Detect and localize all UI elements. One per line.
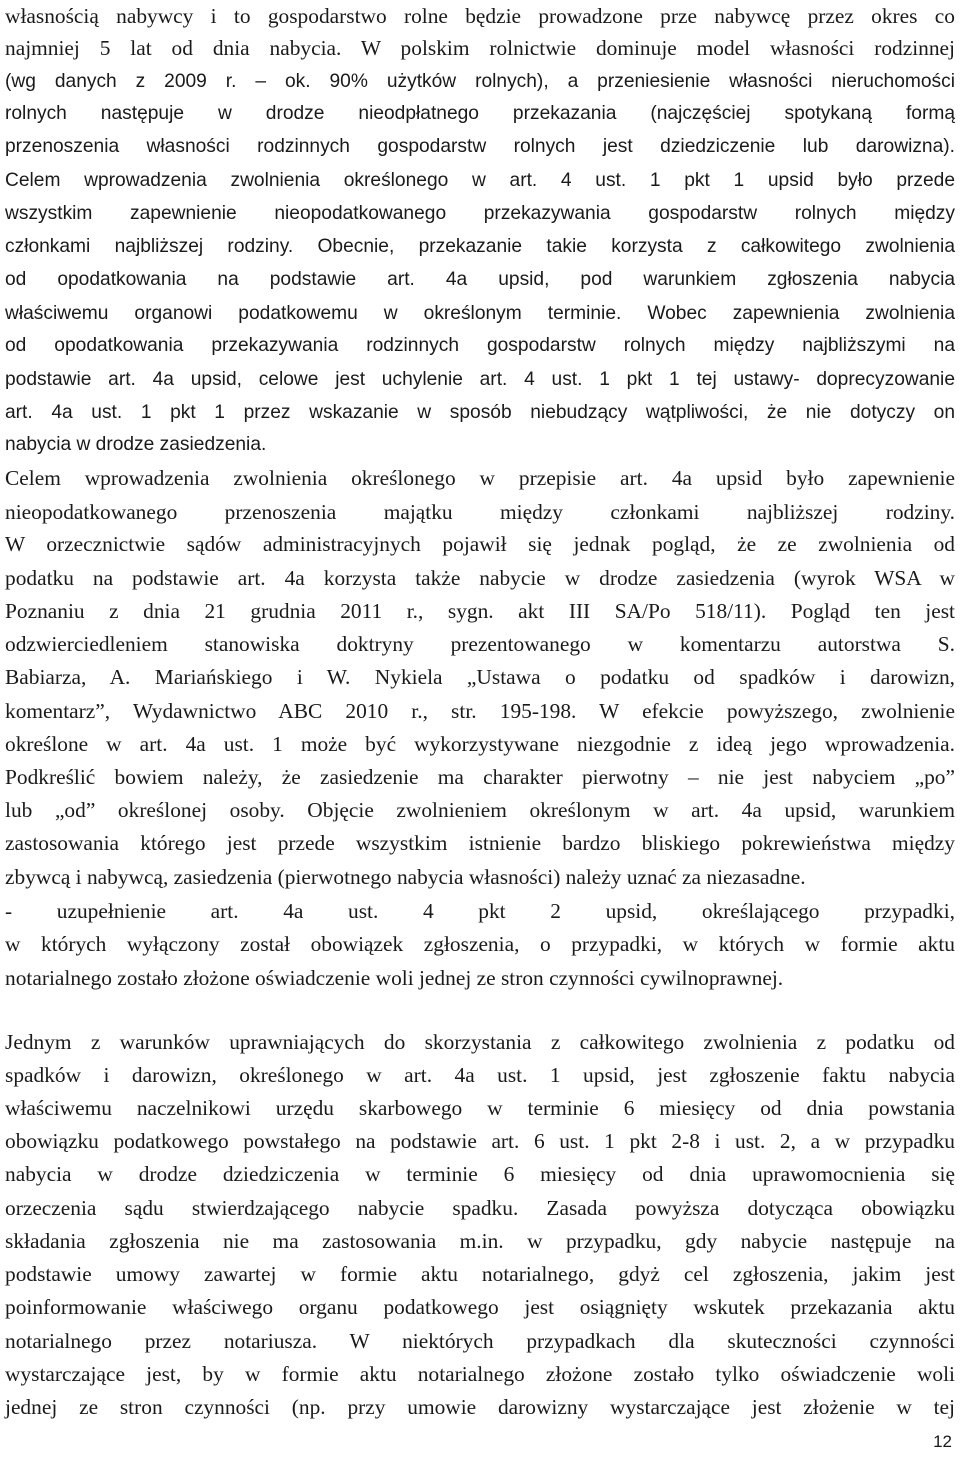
text-line: od opodatkowania przekazywania rodzinnych gospodarstw rolnych między najbliższymi na xyxy=(5,335,955,356)
text-line: Podkreślić bowiem należy, że zasiedzenie ma charakter pierwotny – nie jest nabyciem „po” xyxy=(5,765,955,789)
text-line: nieopodatkowanego przenoszenia majątku między członkami najbliższej rodziny. xyxy=(5,500,955,524)
text-line: Babiarza, A. Mariańskiego i W. Nykiela „Ustawa o podatku od spadków i darowizn, xyxy=(5,665,955,689)
text-line: właściwemu organowi podatkowemu w określonym terminie. Wobec zapewnienia zwolnienia xyxy=(5,303,955,324)
text-line: rolnych następuje w drodze nieodpłatnego przekazania (najczęściej spotykaną formą xyxy=(5,103,955,124)
text-line: (wg danych z 2009 r. – ok. 90% użytków rolnych), a przeniesienie własności nieruchomości xyxy=(5,71,955,92)
text-line: Celem wprowadzenia zwolnienia określonego w przepisie art. 4a upsid było zapewnienie xyxy=(5,466,955,490)
text-line: zbywcą i nabywcą, zasiedzenia (pierwotnego nabycia własności) należy uznać za niezasadne. xyxy=(5,865,806,889)
text-line: w których wyłączony został obowiązek zgłoszenia, o przypadki, w których w formie aktu xyxy=(5,932,955,956)
text-line: odzwierciedleniem stanowiska doktryny prezentowanego w komentarzu autorstwa S. xyxy=(5,632,955,656)
text-line: podstawie art. 4a upsid, celowe jest uchylenie art. 4 ust. 1 pkt 1 tej ustawy- doprecyzowanie xyxy=(5,369,955,390)
text-line: własnością nabywcy i to gospodarstwo rolne będzie prowadzone prze nabywcę przez okres co xyxy=(5,4,955,28)
text-line: Celem wprowadzenia zwolnienia określonego w art. 4 ust. 1 pkt 1 upsid było przede xyxy=(5,170,955,191)
text-line: najmniej 5 lat od dnia nabycia. W polskim rolnictwie dominuje model własności rodzinnej xyxy=(5,36,955,60)
text-line: składania zgłoszenia nie ma zastosowania m.in. w przypadku, gdy nabycie następuje na xyxy=(5,1229,955,1253)
text-line: właściwemu naczelnikowi urzędu skarbowego w terminie 6 miesięcy od dnia powstania xyxy=(5,1096,955,1120)
text-line: spadków i darowizn, określonego w art. 4a ust. 1 upsid, jest zgłoszenie faktu nabycia xyxy=(5,1063,955,1087)
text-line: Jednym z warunków uprawniających do skorzystania z całkowitego zwolnienia z podatku od xyxy=(5,1030,955,1054)
text-line: członkami najbliższej rodziny. Obecnie, przekazanie takie korzysta z całkowitego zwolnienia xyxy=(5,236,955,257)
text-line: notarialnego przez notariusza. W niektórych przypadkach dla skuteczności czynności xyxy=(5,1329,955,1353)
text-line: zastosowania którego jest przede wszystkim istnienie bardzo bliskiego pokrewieństwa między xyxy=(5,831,955,855)
text-line: nabycia w drodze dziedziczenia w terminie 6 miesięcy od dnia uprawomocnienia się xyxy=(5,1162,955,1186)
text-line: - uzupełnienie art. 4a ust. 4 pkt 2 upsid, określającego przypadki, xyxy=(5,899,955,923)
text-line: lub „od” określonej osoby. Objęcie zwolnieniem określonym w art. 4a upsid, warunkiem xyxy=(5,798,955,822)
text-line: przenoszenia własności rodzinnych gospodarstw rolnych jest dziedziczenie lub darowizna). xyxy=(5,136,955,157)
text-line: Poznaniu z dnia 21 grudnia 2011 r., sygn. akt III SA/Po 518/11). Pogląd ten jest xyxy=(5,599,955,623)
text-line: wystarczające jest, by w formie aktu notarialnego złożone zostało tylko oświadczenie woli xyxy=(5,1362,955,1386)
text-line: od opodatkowania na podstawie art. 4a upsid, pod warunkiem zgłoszenia nabycia xyxy=(5,269,955,290)
text-line: komentarz”, Wydawnictwo ABC 2010 r., str. 195-198. W efekcie powyższego, zwolnienie xyxy=(5,699,955,723)
page-number: 12 xyxy=(933,1432,952,1451)
text-line: W orzecznictwie sądów administracyjnych pojawił się jednak pogląd, że ze zwolnienia od xyxy=(5,532,955,556)
text-line: art. 4a ust. 1 pkt 1 przez wskazanie w sposób niebudzący wątpliwości, że nie dotyczy on xyxy=(5,402,955,423)
text-line: podstawie umowy zawartej w formie aktu notarialnego, gdyż cel zgłoszenia, jakim jest xyxy=(5,1262,955,1286)
text-line: poinformowanie właściwego organu podatkowego jest osiągnięty wskutek przekazania aktu xyxy=(5,1295,955,1319)
text-line: wszystkim zapewnienie nieopodatkowanego przekazywania gospodarstw rolnych między xyxy=(5,203,955,224)
text-line: notarialnego zostało złożone oświadczenie woli jednej ze stron czynności cywilnoprawnej. xyxy=(5,966,784,990)
text-line: podatku na podstawie art. 4a korzysta także nabycie w drodze zasiedzenia (wyrok WSA w xyxy=(5,566,955,590)
text-line: obowiązku podatkowego powstałego na podstawie art. 6 ust. 1 pkt 2-8 i ust. 2, a w przypadku xyxy=(5,1129,955,1153)
text-line: orzeczenia sądu stwierdzającego nabycie spadku. Zasada powyższa dotycząca obowiązku xyxy=(5,1196,955,1220)
text-line: jednej ze stron czynności (np. przy umowie darowizny wystarczające jest złożenie w tej xyxy=(5,1395,955,1419)
text-line: określone w art. 4a ust. 1 może być wykorzystywane niezgodnie z ideą jego wprowadzenia. xyxy=(5,732,955,756)
text-line: nabycia w drodze zasiedzenia. xyxy=(5,434,267,455)
